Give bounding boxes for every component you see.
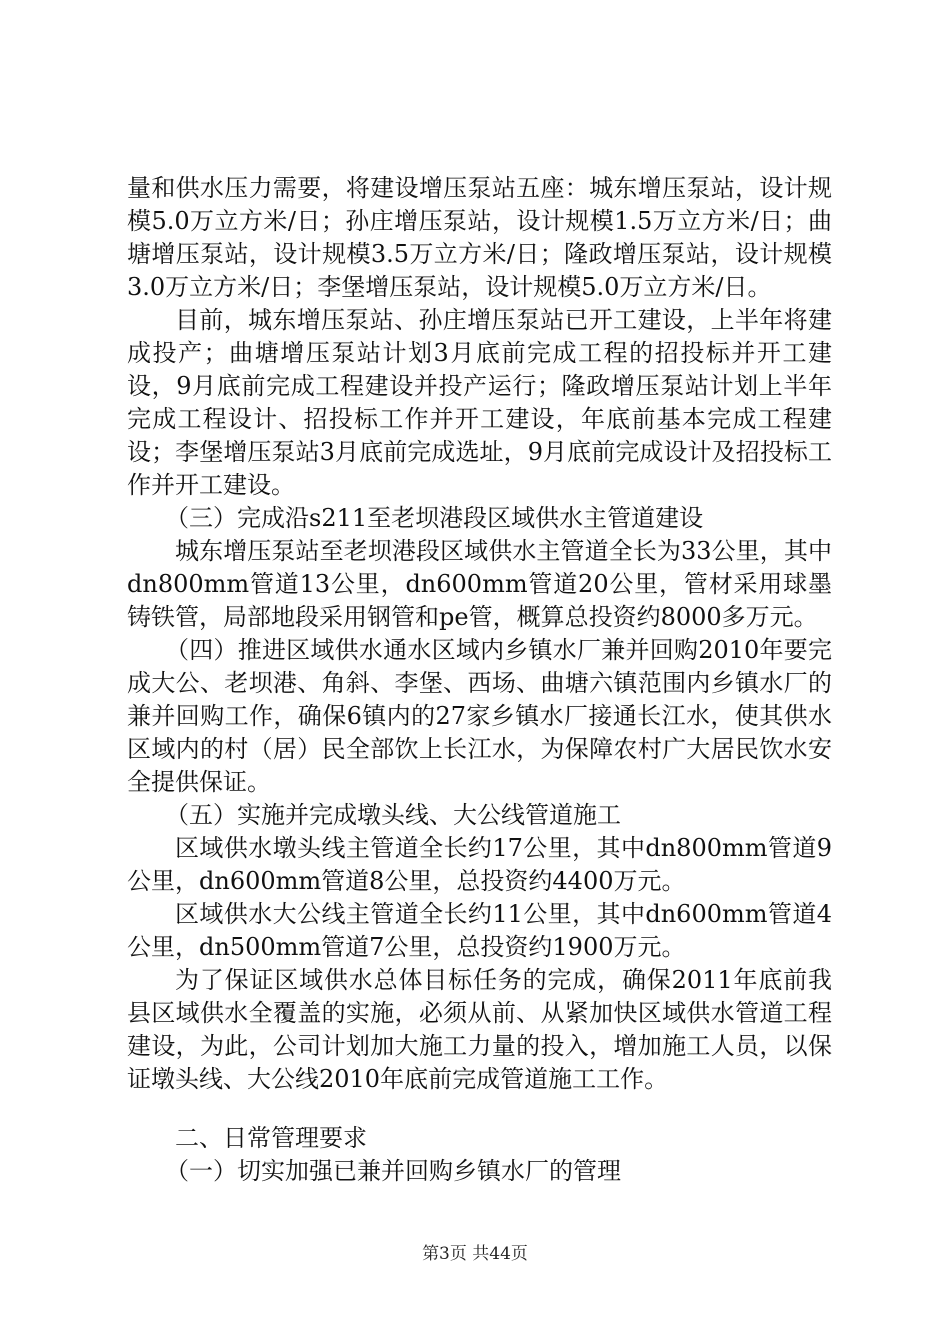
document-body xyxy=(127,172,832,1188)
paragraph-spacer xyxy=(127,1096,832,1122)
paragraph-progress: 目前，城东增压泵站、孙庄增压泵站已开工建设，上半年将建成投产；曲塘增压泵站计划3月底前完成工程的招投标并开工建设，9月底前完成工程建设并投产运行；隆政增压泵站计划上半年完成工程设计、招投标工作并开工建设，年底前基本完成工程建设；李堡增压泵站3月底前完成选址，9月底前完成设计及招投标工作并开工建设。 xyxy=(127,306,832,499)
paragraph-section-4: （四）推进区域供水通水区域内乡镇水厂兼并回购2010年要完成大公、老坝港、角斜、李堡、西场、曲塘六镇范围内乡镇水厂的兼并回购工作，确保6镇内的27家乡镇水厂接通长江水，使其供水区域内的村（居）民全部饮上长江水，为保障农村广大居民饮水安全提供保证。 xyxy=(127,636,832,796)
paragraph-dagong-line: 区域供水大公线主管道全长约11公里，其中dn600mm管道4公里，dn500mm管道7公里，总投资约1900万元。 xyxy=(127,900,832,961)
heading-subsection-1: （一）切实加强已兼并回购乡镇水厂的管理 xyxy=(165,1157,621,1185)
paragraph-main-pipeline: 城东增压泵站至老坝港段区域供水主管道全长为33公里，其中dn800mm管道13公里，dn600mm管道20公里，管材采用球墨铸铁管，局部地段采用钢管和pe管，概算总投资约8000多万元。 xyxy=(127,537,832,631)
heading-part-2: 二、日常管理要求 xyxy=(175,1124,367,1152)
paragraph-duntou-line: 区域供水墩头线主管道全长约17公里，其中dn800mm管道9公里，dn600mm管道8公里，总投资约4400万元。 xyxy=(127,834,832,895)
heading-section-5: （五）实施并完成墩头线、大公线管道施工 xyxy=(165,801,621,829)
heading-section-3: （三）完成沿s211至老坝港段区域供水主管道建设 xyxy=(165,504,704,532)
paragraph-goal-summary: 为了保证区域供水总体目标任务的完成，确保2011年底前我县区域供水全覆盖的实施，必须从前、从紧加快区域供水管道工程建设，为此，公司计划加大施工力量的投入，增加施工人员，以保证墩头线、大公线2010年底前完成管道施工工作。 xyxy=(127,966,832,1093)
page-footer: 第3页 共44页 xyxy=(422,1244,528,1264)
paragraph-pump-stations: 量和供水压力需要，将建设增压泵站五座：城东增压泵站，设计规模5.0万立方米/日；孙庄增压泵站，设计规模1.5万立方米/日；曲塘增压泵站，设计规模3.5万立方米/日；隆政增压泵站，设计规模3.0万立方米/日；李堡增压泵站，设计规模5.0万立方米/日。 xyxy=(127,174,832,301)
